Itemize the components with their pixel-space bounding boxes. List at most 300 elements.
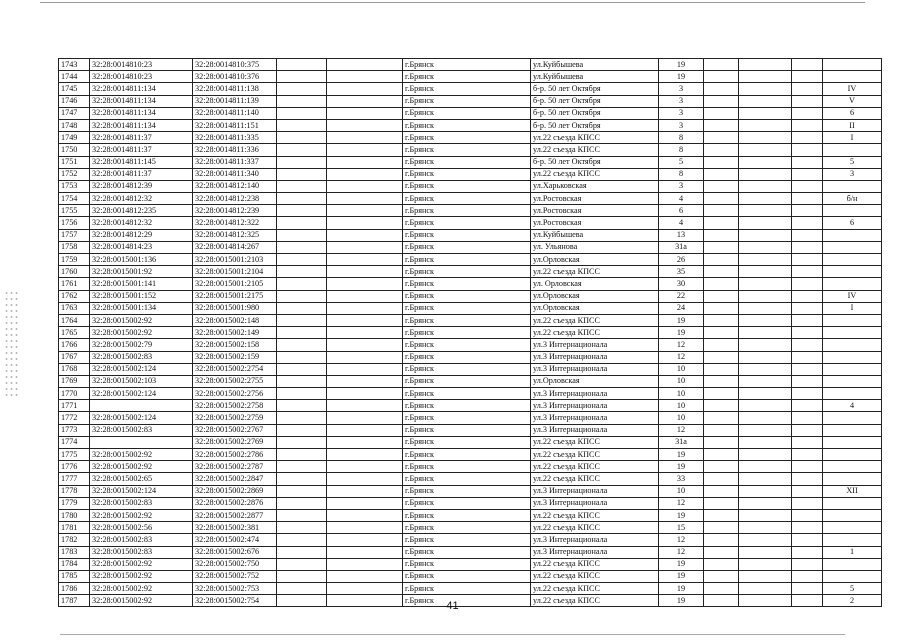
- parcel-cadastral-cell: 32:28:0014811:134: [90, 119, 193, 131]
- object-cadastral-cell: 32:28:0015002:752: [193, 570, 277, 582]
- empty-cell: [704, 59, 739, 71]
- city-cell: г.Брянск: [403, 339, 531, 351]
- row-number-cell: 1771: [59, 400, 90, 412]
- empty-cell: [739, 339, 792, 351]
- empty-cell: [704, 217, 739, 229]
- empty-cell: [704, 193, 739, 205]
- empty-cell: [704, 180, 739, 192]
- house-cell: 3: [659, 180, 704, 192]
- empty-cell: [739, 400, 792, 412]
- table-row: [59, 388, 882, 400]
- street-cell: ул. Орловская: [531, 278, 659, 290]
- street-cell: ул.Орловская: [531, 302, 659, 314]
- object-cadastral-cell: 32:28:0014811:340: [193, 168, 277, 180]
- premises-cell: [823, 339, 882, 351]
- empty-cell: [277, 558, 327, 570]
- house-cell: 19: [659, 71, 704, 83]
- empty-cell: [792, 546, 823, 558]
- house-cell: 19: [659, 570, 704, 582]
- table-row: [59, 363, 882, 375]
- parcel-cadastral-cell: 32:28:0014811:37: [90, 168, 193, 180]
- empty-cell: [277, 473, 327, 485]
- empty-cell: [792, 473, 823, 485]
- table-row: [59, 461, 882, 473]
- row-number-cell: 1761: [59, 278, 90, 290]
- street-cell: ул.22 съезда КПСС: [531, 436, 659, 448]
- object-cadastral-cell: 32:28:0015001:2104: [193, 266, 277, 278]
- premises-cell: 3: [823, 168, 882, 180]
- house-cell: 31а: [659, 436, 704, 448]
- empty-cell: [704, 351, 739, 363]
- table-row: [59, 254, 882, 266]
- table-row: [59, 95, 882, 107]
- empty-cell: [792, 388, 823, 400]
- object-cadastral-cell: 32:28:0015002:2756: [193, 388, 277, 400]
- parcel-cadastral-cell: 32:28:0015002:92: [90, 461, 193, 473]
- empty-cell: [327, 119, 403, 131]
- empty-cell: [327, 522, 403, 534]
- table-row: [59, 485, 882, 497]
- street-cell: ул.3 Интернационала: [531, 351, 659, 363]
- empty-cell: [739, 95, 792, 107]
- table-row: [59, 351, 882, 363]
- empty-cell: [277, 290, 327, 302]
- empty-cell: [704, 509, 739, 521]
- city-cell: г.Брянск: [403, 351, 531, 363]
- street-cell: ул.Ростовская: [531, 217, 659, 229]
- table-row: [59, 570, 882, 582]
- street-cell: ул.3 Интернационала: [531, 363, 659, 375]
- empty-cell: [704, 205, 739, 217]
- parcel-cadastral-cell: 32:28:0015001:141: [90, 278, 193, 290]
- empty-cell: [277, 314, 327, 326]
- empty-cell: [792, 558, 823, 570]
- empty-cell: [327, 473, 403, 485]
- city-cell: г.Брянск: [403, 595, 531, 607]
- premises-cell: I: [823, 302, 882, 314]
- empty-cell: [739, 412, 792, 424]
- house-cell: 10: [659, 363, 704, 375]
- parcel-cadastral-cell: 32:28:0015002:83: [90, 497, 193, 509]
- empty-cell: [792, 400, 823, 412]
- street-cell: ул.3 Интернационала: [531, 546, 659, 558]
- empty-cell: [327, 534, 403, 546]
- object-cadastral-cell: 32:28:0015002:159: [193, 351, 277, 363]
- parcel-cadastral-cell: 32:28:0014812:29: [90, 229, 193, 241]
- street-cell: ул.3 Интернационала: [531, 388, 659, 400]
- empty-cell: [792, 254, 823, 266]
- empty-cell: [792, 119, 823, 131]
- empty-cell: [327, 497, 403, 509]
- empty-cell: [739, 363, 792, 375]
- parcel-cadastral-cell: 32:28:0014812:32: [90, 217, 193, 229]
- empty-cell: [704, 570, 739, 582]
- empty-cell: [739, 509, 792, 521]
- parcel-cadastral-cell: 32:28:0015002:124: [90, 485, 193, 497]
- empty-cell: [792, 241, 823, 253]
- street-cell: ул.3 Интернационала: [531, 400, 659, 412]
- table-row: [59, 375, 882, 387]
- empty-cell: [792, 229, 823, 241]
- row-number-cell: 1745: [59, 83, 90, 95]
- table-row: [59, 302, 882, 314]
- parcel-cadastral-cell: 32:28:0015002:92: [90, 509, 193, 521]
- empty-cell: [792, 461, 823, 473]
- street-cell: ул.22 съезда КПСС: [531, 449, 659, 461]
- row-number-cell: 1748: [59, 119, 90, 131]
- house-cell: 10: [659, 388, 704, 400]
- city-cell: г.Брянск: [403, 290, 531, 302]
- empty-cell: [739, 546, 792, 558]
- empty-cell: [739, 424, 792, 436]
- empty-cell: [277, 217, 327, 229]
- empty-cell: [739, 351, 792, 363]
- parcel-cadastral-cell: 32:28:0015002:103: [90, 375, 193, 387]
- empty-cell: [704, 400, 739, 412]
- row-number-cell: 1759: [59, 254, 90, 266]
- premises-cell: IV: [823, 83, 882, 95]
- house-cell: 19: [659, 59, 704, 71]
- street-cell: ул.Куйбышева: [531, 229, 659, 241]
- object-cadastral-cell: 32:28:0015001:2105: [193, 278, 277, 290]
- row-number-cell: 1744: [59, 71, 90, 83]
- empty-cell: [704, 339, 739, 351]
- object-cadastral-cell: 32:28:0014812:325: [193, 229, 277, 241]
- object-cadastral-cell: 32:28:0014814:267: [193, 241, 277, 253]
- empty-cell: [792, 217, 823, 229]
- premises-cell: [823, 205, 882, 217]
- house-cell: 15: [659, 522, 704, 534]
- street-cell: ул.Куйбышева: [531, 59, 659, 71]
- empty-cell: [792, 339, 823, 351]
- object-cadastral-cell: 32:28:0014811:139: [193, 95, 277, 107]
- object-cadastral-cell: 32:28:0014811:337: [193, 156, 277, 168]
- parcel-cadastral-cell: 32:28:0014814:23: [90, 241, 193, 253]
- table-row: [59, 168, 882, 180]
- row-number-cell: 1770: [59, 388, 90, 400]
- empty-cell: [704, 363, 739, 375]
- table-row: [59, 400, 882, 412]
- empty-cell: [704, 302, 739, 314]
- row-number-cell: 1772: [59, 412, 90, 424]
- empty-cell: [327, 424, 403, 436]
- premises-cell: [823, 241, 882, 253]
- parcel-cadastral-cell: 32:28:0015002:92: [90, 327, 193, 339]
- premises-cell: [823, 509, 882, 521]
- object-cadastral-cell: 32:28:0015002:158: [193, 339, 277, 351]
- empty-cell: [277, 266, 327, 278]
- table-row: [59, 522, 882, 534]
- city-cell: г.Брянск: [403, 83, 531, 95]
- object-cadastral-cell: 32:28:0015002:2869: [193, 485, 277, 497]
- table-row: [59, 509, 882, 521]
- empty-cell: [277, 436, 327, 448]
- parcel-cadastral-cell: 32:28:0014810:23: [90, 71, 193, 83]
- empty-cell: [277, 144, 327, 156]
- house-cell: 10: [659, 485, 704, 497]
- city-cell: г.Брянск: [403, 254, 531, 266]
- object-cadastral-cell: 32:28:0015002:2769: [193, 436, 277, 448]
- table-row: [59, 534, 882, 546]
- object-cadastral-cell: 32:28:0015002:2755: [193, 375, 277, 387]
- empty-cell: [327, 254, 403, 266]
- empty-cell: [739, 461, 792, 473]
- city-cell: г.Брянск: [403, 497, 531, 509]
- empty-cell: [327, 290, 403, 302]
- house-cell: 8: [659, 168, 704, 180]
- empty-cell: [327, 241, 403, 253]
- city-cell: г.Брянск: [403, 522, 531, 534]
- table-row: [59, 241, 882, 253]
- city-cell: г.Брянск: [403, 327, 531, 339]
- street-cell: ул.22 съезда КПСС: [531, 132, 659, 144]
- row-number-cell: 1766: [59, 339, 90, 351]
- empty-cell: [327, 193, 403, 205]
- row-number-cell: 1756: [59, 217, 90, 229]
- table-row: [59, 327, 882, 339]
- empty-cell: [739, 266, 792, 278]
- street-cell: ул.3 Интернационала: [531, 485, 659, 497]
- empty-cell: [277, 168, 327, 180]
- city-cell: г.Брянск: [403, 424, 531, 436]
- object-cadastral-cell: 32:28:0014812:238: [193, 193, 277, 205]
- empty-cell: [739, 449, 792, 461]
- row-number-cell: 1749: [59, 132, 90, 144]
- premises-cell: [823, 278, 882, 290]
- empty-cell: [792, 497, 823, 509]
- empty-cell: [327, 144, 403, 156]
- city-cell: г.Брянск: [403, 59, 531, 71]
- premises-cell: 1: [823, 546, 882, 558]
- empty-cell: [277, 388, 327, 400]
- parcel-cadastral-cell: 32:28:0014811:134: [90, 95, 193, 107]
- empty-cell: [327, 59, 403, 71]
- empty-cell: [327, 558, 403, 570]
- parcel-cadastral-cell: [90, 400, 193, 412]
- empty-cell: [277, 229, 327, 241]
- empty-cell: [739, 132, 792, 144]
- empty-cell: [277, 583, 327, 595]
- street-cell: ул.Орловская: [531, 290, 659, 302]
- empty-cell: [739, 375, 792, 387]
- house-cell: 12: [659, 497, 704, 509]
- parcel-cadastral-cell: [90, 436, 193, 448]
- parcel-cadastral-cell: 32:28:0014811:37: [90, 132, 193, 144]
- empty-cell: [704, 558, 739, 570]
- empty-cell: [704, 266, 739, 278]
- parcel-cadastral-cell: 32:28:0015002:79: [90, 339, 193, 351]
- city-cell: г.Брянск: [403, 71, 531, 83]
- empty-cell: [704, 107, 739, 119]
- table-row: [59, 266, 882, 278]
- empty-cell: [792, 71, 823, 83]
- row-number-cell: 1757: [59, 229, 90, 241]
- object-cadastral-cell: 32:28:0015002:474: [193, 534, 277, 546]
- table-row: [59, 339, 882, 351]
- empty-cell: [704, 388, 739, 400]
- row-number-cell: 1763: [59, 302, 90, 314]
- premises-cell: [823, 266, 882, 278]
- house-cell: 35: [659, 266, 704, 278]
- empty-cell: [792, 351, 823, 363]
- city-cell: г.Брянск: [403, 314, 531, 326]
- parcel-cadastral-cell: 32:28:0015002:83: [90, 546, 193, 558]
- empty-cell: [327, 217, 403, 229]
- object-cadastral-cell: 32:28:0015002:381: [193, 522, 277, 534]
- table-row: [59, 546, 882, 558]
- empty-cell: [327, 229, 403, 241]
- street-cell: ул.3 Интернационала: [531, 412, 659, 424]
- empty-cell: [792, 59, 823, 71]
- empty-cell: [739, 119, 792, 131]
- parcel-cadastral-cell: 32:28:0014812:235: [90, 205, 193, 217]
- street-cell: ул.22 съезда КПСС: [531, 168, 659, 180]
- city-cell: г.Брянск: [403, 180, 531, 192]
- house-cell: 12: [659, 424, 704, 436]
- empty-cell: [704, 412, 739, 424]
- table-row: [59, 205, 882, 217]
- empty-cell: [739, 558, 792, 570]
- street-cell: ул.3 Интернационала: [531, 534, 659, 546]
- empty-cell: [739, 229, 792, 241]
- row-number-cell: 1781: [59, 522, 90, 534]
- object-cadastral-cell: 32:28:0015002:753: [193, 583, 277, 595]
- city-cell: г.Брянск: [403, 168, 531, 180]
- city-cell: г.Брянск: [403, 156, 531, 168]
- premises-cell: [823, 144, 882, 156]
- house-cell: 4: [659, 217, 704, 229]
- street-cell: ул.Ростовская: [531, 205, 659, 217]
- parcel-cadastral-cell: 32:28:0015001:134: [90, 302, 193, 314]
- table-row: [59, 83, 882, 95]
- empty-cell: [327, 132, 403, 144]
- city-cell: г.Брянск: [403, 388, 531, 400]
- street-cell: ул.22 съезда КПСС: [531, 327, 659, 339]
- row-number-cell: 1780: [59, 509, 90, 521]
- house-cell: 5: [659, 156, 704, 168]
- row-number-cell: 1747: [59, 107, 90, 119]
- object-cadastral-cell: 32:28:0015001:2103: [193, 254, 277, 266]
- empty-cell: [277, 570, 327, 582]
- empty-cell: [327, 412, 403, 424]
- row-number-cell: 1773: [59, 424, 90, 436]
- parcel-cadastral-cell: 32:28:0014810:23: [90, 59, 193, 71]
- empty-cell: [739, 180, 792, 192]
- empty-cell: [327, 546, 403, 558]
- city-cell: г.Брянск: [403, 449, 531, 461]
- empty-cell: [327, 375, 403, 387]
- registry-table-body: [59, 59, 882, 607]
- city-cell: г.Брянск: [403, 558, 531, 570]
- empty-cell: [704, 449, 739, 461]
- empty-cell: [277, 119, 327, 131]
- parcel-cadastral-cell: 32:28:0015002:92: [90, 314, 193, 326]
- empty-cell: [277, 424, 327, 436]
- premises-cell: [823, 522, 882, 534]
- empty-cell: [277, 156, 327, 168]
- city-cell: г.Брянск: [403, 229, 531, 241]
- empty-cell: [739, 254, 792, 266]
- city-cell: г.Брянск: [403, 436, 531, 448]
- empty-cell: [739, 217, 792, 229]
- row-number-cell: 1777: [59, 473, 90, 485]
- empty-cell: [792, 509, 823, 521]
- house-cell: 6: [659, 205, 704, 217]
- table-row: [59, 156, 882, 168]
- street-cell: ул.Харьковская: [531, 180, 659, 192]
- house-cell: 19: [659, 583, 704, 595]
- row-number-cell: 1755: [59, 205, 90, 217]
- premises-cell: 4: [823, 400, 882, 412]
- street-cell: б-р. 50 лет Октября: [531, 119, 659, 131]
- row-number-cell: 1785: [59, 570, 90, 582]
- table-row: [59, 558, 882, 570]
- empty-cell: [739, 570, 792, 582]
- empty-cell: [739, 327, 792, 339]
- house-cell: 10: [659, 375, 704, 387]
- empty-cell: [739, 144, 792, 156]
- empty-cell: [704, 278, 739, 290]
- street-cell: ул.3 Интернационала: [531, 424, 659, 436]
- empty-cell: [704, 314, 739, 326]
- empty-cell: [739, 290, 792, 302]
- city-cell: г.Брянск: [403, 583, 531, 595]
- empty-cell: [739, 534, 792, 546]
- empty-cell: [792, 412, 823, 424]
- street-cell: ул.22 съезда КПСС: [531, 144, 659, 156]
- city-cell: г.Брянск: [403, 241, 531, 253]
- premises-cell: [823, 363, 882, 375]
- street-cell: ул.22 съезда КПСС: [531, 314, 659, 326]
- street-cell: б-р. 50 лет Октября: [531, 107, 659, 119]
- street-cell: б-р. 50 лет Октября: [531, 156, 659, 168]
- parcel-cadastral-cell: 32:28:0015001:136: [90, 254, 193, 266]
- empty-cell: [704, 241, 739, 253]
- empty-cell: [327, 570, 403, 582]
- table-row: [59, 180, 882, 192]
- table-row: [59, 436, 882, 448]
- house-cell: 12: [659, 339, 704, 351]
- street-cell: ул.Орловская: [531, 375, 659, 387]
- street-cell: б-р. 50 лет Октября: [531, 95, 659, 107]
- empty-cell: [704, 119, 739, 131]
- object-cadastral-cell: 32:28:0014812:140: [193, 180, 277, 192]
- premises-cell: [823, 436, 882, 448]
- city-cell: г.Брянск: [403, 278, 531, 290]
- table-row: [59, 583, 882, 595]
- empty-cell: [704, 424, 739, 436]
- empty-cell: [704, 375, 739, 387]
- page-top-edge: [40, 2, 865, 3]
- table-row: [59, 473, 882, 485]
- premises-cell: 6: [823, 107, 882, 119]
- empty-cell: [704, 290, 739, 302]
- empty-cell: [277, 522, 327, 534]
- empty-cell: [327, 107, 403, 119]
- object-cadastral-cell: 32:28:0015002:2787: [193, 461, 277, 473]
- house-cell: 10: [659, 400, 704, 412]
- object-cadastral-cell: 32:28:0014811:335: [193, 132, 277, 144]
- row-number-cell: 1750: [59, 144, 90, 156]
- empty-cell: [792, 132, 823, 144]
- empty-cell: [327, 509, 403, 521]
- house-cell: 8: [659, 132, 704, 144]
- house-cell: 3: [659, 119, 704, 131]
- empty-cell: [277, 254, 327, 266]
- empty-cell: [327, 314, 403, 326]
- premises-cell: 5: [823, 156, 882, 168]
- empty-cell: [277, 205, 327, 217]
